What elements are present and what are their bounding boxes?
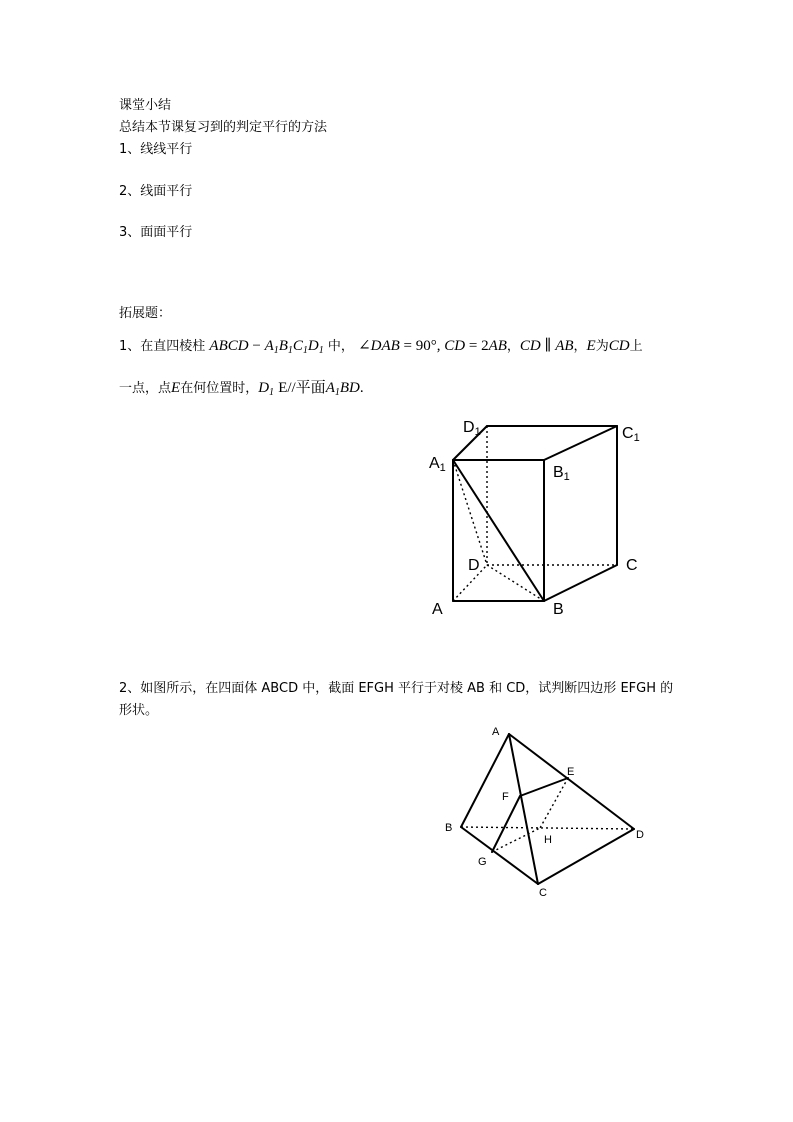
edge-b-c	[544, 565, 617, 601]
label-e: E	[567, 766, 575, 778]
tetrahedron-figure	[440, 720, 650, 900]
label-a: A	[432, 601, 443, 618]
edge-f-g	[492, 796, 520, 852]
edge-f-e	[520, 778, 568, 796]
label-g: G	[478, 856, 487, 868]
edge-a-b	[461, 734, 509, 827]
label-d: D	[468, 557, 480, 574]
label-b1: B1	[553, 464, 570, 483]
label-d1: D1	[463, 419, 481, 438]
hidden-edge-d-b	[487, 565, 544, 601]
q1-intro: 1、在直四棱柱	[119, 339, 206, 354]
label-c1: C1	[622, 425, 640, 444]
hidden-edge-b-d	[461, 827, 634, 829]
summary-item-3: 3、面面平行	[119, 225, 193, 240]
hidden-edge-e-h	[540, 778, 568, 828]
summary-heading: 课堂小结	[119, 98, 172, 113]
q1-middle: 中，	[327, 339, 354, 354]
hidden-edge-g-h	[492, 828, 540, 852]
label-a: A	[492, 726, 500, 738]
summary-subtitle: 总结本节课复习到的判定平行的方法	[119, 120, 328, 135]
question-2-line-1: 2、如图所示，在四面体 ABCD 中，截面 EFGH 平行于对棱 AB 和 CD，试判断四边形 EFGH 的	[119, 681, 674, 696]
label-f: F	[502, 791, 509, 803]
q1-angle-condition: ∠DAB	[358, 338, 400, 354]
label-a1: A1	[429, 455, 446, 474]
label-b: B	[445, 822, 453, 834]
edge-b1-c1	[544, 426, 617, 460]
question-1-line-1: 1、在直四棱柱 ABCD − $A_1B_1C_1D_1$ 中， ∠DAB = 90°, CD = 2AB，CD ∥ AB，E为CD上	[119, 338, 643, 356]
extension-heading: 拓展题：	[119, 306, 172, 321]
label-c: C	[539, 887, 547, 899]
label-d: D	[636, 829, 644, 841]
prism-figure	[420, 410, 650, 625]
q1-parallel-condition: CD	[519, 338, 541, 354]
edge-a-d	[509, 734, 634, 829]
summary-item-2: 2、线面平行	[119, 184, 193, 199]
question-1-line-2: 一点，点E在何位置时，$D_1$ E//平面$A_1BD$.	[119, 380, 364, 398]
hidden-edge-a1-d	[453, 460, 487, 565]
label-c: C	[626, 557, 638, 574]
edge-a1-b	[453, 460, 544, 601]
edge-c-d	[538, 829, 634, 884]
label-h: H	[544, 834, 552, 846]
question-2-line-2: 形状。	[119, 703, 159, 718]
summary-item-1: 1、线线平行	[119, 142, 193, 157]
label-b: B	[553, 601, 564, 618]
q1-prism-formula: ABCD	[209, 338, 249, 354]
